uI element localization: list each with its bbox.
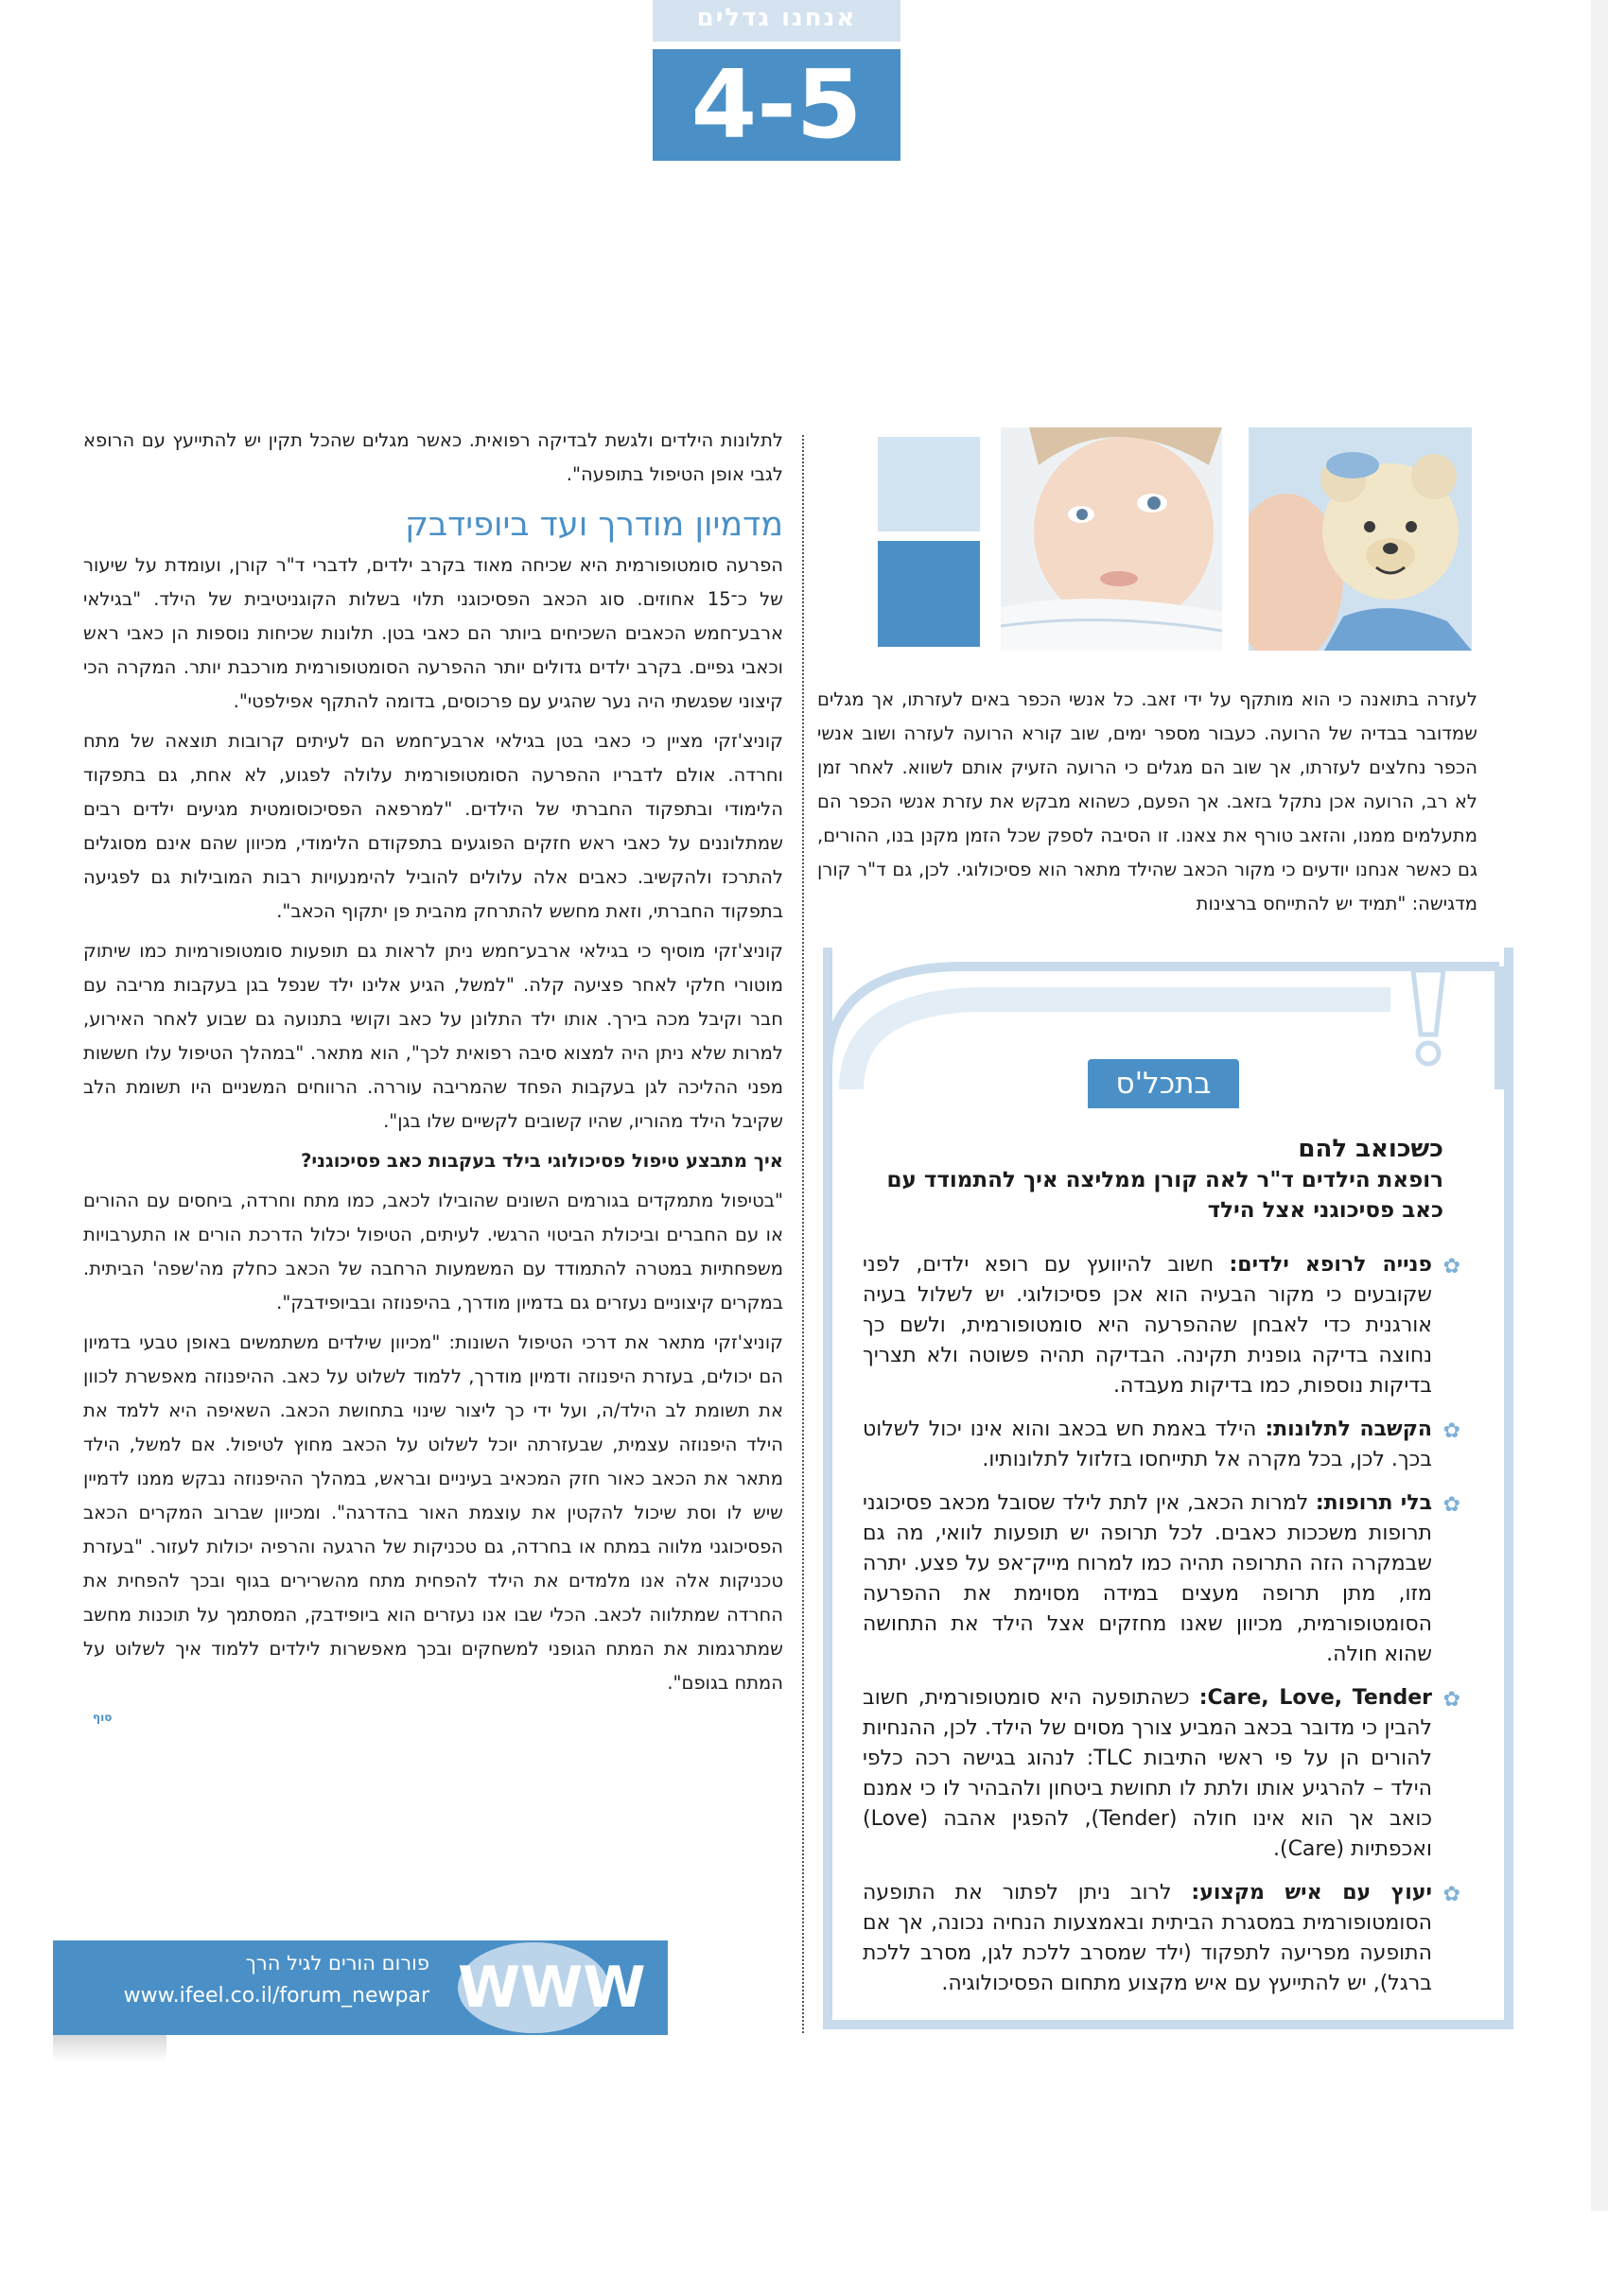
tip-text: חשוב להיוועץ עם רופא ילדים, לפני שקובעים כי מקור הבעיה הוא אכן פסיכולוגי. יש לשלול בעיה אורגנית כדי לאבחן שההפרעה היא סומטופורמית, ולשם כך נחוצה בדיקה גופנית תקינה. הבדיקה תהיה פשוטה ולא תצריך בדיקות נוספות, כמו בדיקות מעבדה. [863,1253,1432,1398]
flower-icon: ✿ [1442,1493,1460,1517]
tip-item [863,1488,1460,1670]
teddy-bear-photo [1249,427,1472,651]
tip-item [863,1878,1460,1999]
color-swatch-dark [878,541,980,647]
forum-name: פורום הורים לגיל הרך [245,1952,429,1974]
tip-item [863,1250,1460,1401]
page-edge [1591,0,1608,2211]
article-paragraph: הפרעה סומטופורמית היא שכיחה מאוד בקרב ילדים, לדברי ד"ר קורן, ועומדת על שיעור של כ־15 אחוזים. סוג הכאב הפסיכוגני תלוי בשלות הקוגניטיבית של הילד. "בגילאי ארבע־חמש הכאבים השכיחים ביותר הם כאבי בטן. תלונות שכיחות נוספות הן כאבי ראש וכאבי גפיים. בקרב ילדים גדולים יותר ההפרעה הסומטופורמית מורכבת יותר. המקרה הכי קיצוני שפגשתי היה נער שהגיע עם פרכוסים, בדומה להתקף אפילפטי". [83,554,783,712]
exclamation-icon [1400,966,1457,1070]
flower-icon: ✿ [1442,1883,1460,1906]
tip-title: בלי תרופות: [1315,1491,1432,1515]
tip-item [863,1683,1460,1865]
flower-icon: ✿ [1442,1419,1460,1443]
article-subheading: איך מתבצע טיפול פסיכולוגי בילד בעקבות כאב פסיכוגני? [301,1150,783,1172]
article-intro: לתלונות הילדים ולגשת לבדיקה רפואית. כאשר מגלים שהכל תקין יש להתייעץ עם הרופא לגבי אופן הטיפול בתופעה". [83,429,783,485]
forum-url-link[interactable]: www.ifeel.co.il/forum_newpar [123,1984,429,2008]
tip-text: למרות הכאב, אין לתת לילד שסובל מכאב פסיכוגני תרופות משככות כאבים. לכל תרופה יש תופעות לוואי, מה גם שבמקרה הזה התרופה תהיה כמו למרוח מייק־אפ על פצע. יתרה מזו, מתן תרופה מעצים במידה מסוימת את ההפרעה הסומטופורמית, מכיוון שאנו מחזקים אצל הילד את התחושה שהוא חולה. [863,1491,1432,1666]
article-paragraph: קוניצ'זקי מוסיף כי בגילאי ארבע־חמש ניתן לראות גם תופעות סומטופורמיות כמו שיתוק מוטורי חלקי לאחר פציעה קלה. "למשל, הגיע אלינו ילד שנפל בגן בעקבות מריבה עם חבר וקיבל מכה בירך. אותו ילד התלונן על כאב וקושי בתנועה גם שבוע לאחר האירוע, למרות שלא ניתן היה למצוא סיבה רפואית לכך", הוא מתאר. "במהלך הטיפול עלו חששות מפני ההליכה לגן בעקבות הפחד שהמריבה עוררה. הרווחים המשניים היו תשומת הלב שקיבל הילד מהוריו, שהיו קשובים לקשיים שלו בגן". [83,940,783,1132]
tip-title: הקשבה לתלונות: [1265,1418,1433,1441]
forum-banner[interactable] [53,1940,668,2035]
tip-box-subtitle: רופאת הילדים ד"ר לאה קורן ממליצה איך להתמודד עם כאב פסיכוגני אצל הילד [886,1168,1443,1223]
tip-box-title-block [870,1133,1443,1226]
section-header [653,0,900,163]
article-right-intro: לעזרה בתואנה כי הוא מותקף על ידי זאב. כל אנשי הכפר באים לעזרתו, אך מגלים שמדובר בבדיה של הרועה. כעבור מספר ימים, שוב קורא הרועה לעזרה ושוב אנשי הכפר נחלצים לעזרתו, אך שוב הם מגלים כי הרועה הזעיק אותם לשווא. לאחר זמן לא רב, הרועה אכן נתקל בזאב. אך הפעם, כשהוא מבקש את עזרת אנשי הכפר הם מתעלמים ממנו, והזאב טורף את צאנו. זו הסיבה לספק שכל הזמן מקנן בנו, ההורים, גם כאשר אנחנו יודעים כי מקור הכאב שהילד מתאר הוא פסיכולוגי. לכן, גם ד"ר קורן מדגישה: "תמיד יש להתייחס ברצינות [817,688,1477,914]
tip-box-title: כשכואב להם [1298,1135,1443,1163]
tip-title: פנייה לרופא ילדים: [1229,1253,1432,1277]
column-divider [802,435,804,2033]
www-logo: WWW [458,1942,609,2033]
tip-title: Care, Love, Tender: [1198,1686,1432,1710]
article-heading: מדמיון מודרך ועד ביופידבק [405,506,783,544]
tip-box-tag: בתכל'ס [1088,1059,1239,1108]
child-photo [1001,427,1222,651]
flower-icon: ✿ [1442,1688,1460,1712]
section-label: אנחנו גדלים [653,0,900,42]
scan-shadow [53,2035,166,2061]
tip-text: הילד באמת חש בכאב והוא אינו יכול לשלוט בכך. לכן, בכל מקרה אל תתייחסו בזלזול לתלונותיו. [863,1418,1432,1471]
article-paragraph: קוניצ'זקי מציין כי כאבי בטן בגילאי ארבע־חמש הם לעיתים קרובות תוצאה של מתח וחרדה. אולם לדבריו ההפרעה הסומטופורמית עלולה לפגוע, לא אחת, גם בתפקוד הלימודי ובתפקוד החברתי של הילדים. "למרפאה הפסיכוסומטית מגיעים ילדים רבים שמתלוננים על כאבי ראש חזקים הפוגעים בתפקודם הלימודי, מכיוון שהם אינם מסוגלים להתרכז ולהקשיב. כאבים אלה עלולים להוביל להימנעויות רבות המובילות גם לפגיעה בתפקוד החברתי, וזאת מחשש להתרחק מהבית פן יתקוף הכאב". [83,730,783,922]
tip-text: כשהתופעה היא סומטופורמית, חשוב להבין כי מדובר בכאב המביע צורך מסוים של הילד. לכן, ההנחיות להורים הן על פי ראשי התיבות TLC: לנהוג בגישה רכה כלפי הילד – להרגיע אותו ולתת לו תחושת ביטחון ולהבהיר לו כי אמנם כואב אך הוא אינו חולה (Tender), להפגין אהבה (Love) ואכפתיות (Care). [863,1686,1432,1861]
article-end-mark: סוף [93,1711,113,1724]
article-paragraph: "בטיפול מתמקדים בגורמים השונים שהובילו לכאב, כמו מתח וחרדה, ביחסים עם ההורים או עם החברים וביכולת הביטוי הרגשי. לעיתים, הטיפול יכלול הדרכת הורים או התערבויות משפחתיות במטרה להתמודד עם המשמעות הרחבה של הכאב כחלק מה'שפה' הביתית. במקרים קיצוניים נעזרים גם בדמיון מודרך, בהיפנוזה ובביופידבק". [83,1190,783,1313]
tip-list [863,1250,1460,2012]
color-swatch-light [878,437,980,531]
tip-title: יעוץ עם איש מקצוע: [1191,1881,1432,1905]
photo-strip [878,427,1472,658]
tip-text: לרוב ניתן לפתור את התופעה הסומטופורמית במסגרת הביתית ובאמצעות הנחיה נכונה, אך אם התופעה מפריעה לתפקוד (ילד שמסרב ללכת לגן, מסרב ללכת ברגל), יש להתייעץ עם איש מקצוע מתחום הפסיכולוגיה. [863,1881,1432,1995]
article-paragraph: קוניצ'זקי מתאר את דרכי הטיפול השונות: "מכיוון שילדים משתמשים באופן טבעי בדמיון הם יכולים, בעזרת היפנוזה ודמיון מודרך, ללמוד לשלוט על כאב. ההיפנוזה מאפשרת לכוון את תשומת לב הילד/ה, ועל ידי כך ליצור שינוי בתחושת הכאב. השאיפה היא ללמד את הילד היפנוזה עצמית, שבעזרתה יוכל לשלוט על הכאב מחוץ לטיפול. אם למשל, הילד מתאר את הכאב כאור חזק המכאיב בעיניים ובראש, במהלך ההיפנוזה נבקש ממנו לדמיין שיש לו וסת שיכול להקטין את עוצמת האור בהדרגה". ומכיוון שברוב המקרים הכאב הפסיכוגני מלווה במתח או בחרדה, גם טכניקות של הרגעה והרפיה יכולות לעזור. "בעזרת טכניקות אלה אנו מלמדים את הילד להפחית מתח מהשרירים בגוף ובכך להפחית את החרדה שמתלווה לכאב. הכלי שבו אנו נעזרים הוא ביופידבק, המסתמך על תוכנות מחשב שמתרגמות את המתח הגופני למשחקים ובכך מאפשרות לילדים ללמוד איך לשלוט על המתח בגופם". [83,1331,783,1694]
flower-icon: ✿ [1442,1255,1460,1278]
tip-item [863,1415,1460,1475]
age-range-badge: 4-5 [653,49,900,161]
